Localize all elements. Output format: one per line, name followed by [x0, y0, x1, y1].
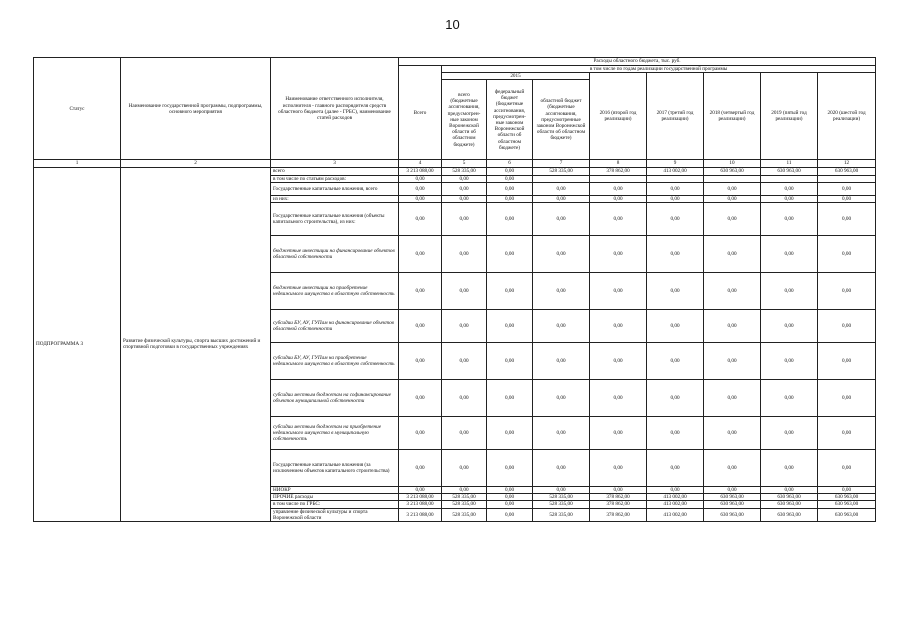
- value-cell: 3 213 088,00: [399, 494, 442, 501]
- value-cell: 528 335,00: [442, 494, 487, 501]
- value-cell: 0,00: [399, 343, 442, 380]
- value-cell: 0,00: [487, 310, 533, 343]
- value-cell: 0,00: [590, 273, 647, 310]
- value-cell: 0,00: [761, 487, 818, 494]
- value-cell: 0,00: [399, 182, 442, 195]
- value-cell: 0,00: [704, 343, 761, 380]
- value-cell: 0,00: [487, 380, 533, 417]
- value-cell: 0,00: [647, 380, 704, 417]
- value-cell: 0,00: [761, 343, 818, 380]
- value-cell: 0,00: [399, 417, 442, 450]
- value-cell: 0,00: [761, 273, 818, 310]
- col-number: 8: [590, 160, 647, 167]
- col-number: 1: [34, 160, 121, 167]
- value-cell: 0,00: [533, 203, 590, 236]
- col-number: 10: [704, 160, 761, 167]
- expense-item-label: всего: [271, 167, 399, 175]
- value-cell: 0,00: [399, 236, 442, 273]
- value-cell: 0,00: [761, 203, 818, 236]
- value-cell: 0,00: [647, 182, 704, 195]
- value-cell: 3 213 088,00: [399, 167, 442, 175]
- value-cell: 0,00: [487, 417, 533, 450]
- value-cell: 528 335,00: [533, 494, 590, 501]
- value-cell: 0,00: [442, 195, 487, 202]
- value-cell: 0,00: [818, 182, 876, 195]
- value-cell: 0,00: [442, 417, 487, 450]
- value-cell: 0,00: [704, 417, 761, 450]
- value-cell: 0,00: [704, 487, 761, 494]
- value-cell: 0,00: [487, 195, 533, 202]
- value-cell: 0,00: [761, 417, 818, 450]
- value-cell: 0,00: [487, 167, 533, 175]
- value-cell: 0,00: [533, 380, 590, 417]
- value-cell: 0,00: [442, 182, 487, 195]
- value-cell: 0,00: [818, 417, 876, 450]
- value-cell: 0,00: [761, 195, 818, 202]
- value-cell: 0,00: [590, 343, 647, 380]
- value-cell: 0,00: [533, 417, 590, 450]
- col-number: 4: [399, 160, 442, 167]
- header-2017: 2017 (третий год реализации): [647, 73, 704, 160]
- expense-item-label: Государственные капитальные вложения, всего: [271, 182, 399, 195]
- value-cell: 528 335,00: [533, 508, 590, 521]
- column-numbers-row: [34, 160, 876, 167]
- value-cell: 0,00: [442, 175, 487, 182]
- value-cell: 630 963,00: [704, 501, 761, 508]
- value-cell: 3 213 088,00: [399, 508, 442, 521]
- value-cell: 0,00: [487, 273, 533, 310]
- value-cell: 0,00: [704, 203, 761, 236]
- value-cell: 630 963,00: [818, 508, 876, 521]
- value-cell: 378 862,00: [590, 508, 647, 521]
- expense-item-label: субсидии БУ, АУ, ГУПам на финансирование объектов областной собственности: [271, 310, 399, 343]
- value-cell: 0,00: [647, 450, 704, 487]
- value-cell: 0,00: [533, 310, 590, 343]
- value-cell: 0,00: [533, 343, 590, 380]
- value-cell: 630 963,00: [818, 167, 876, 175]
- value-cell: 0,00: [442, 236, 487, 273]
- value-cell: 630 963,00: [761, 508, 818, 521]
- value-cell: 0,00: [590, 487, 647, 494]
- value-cell: 0,00: [399, 487, 442, 494]
- value-cell: 630 963,00: [704, 494, 761, 501]
- value-cell: 0,00: [704, 182, 761, 195]
- value-cell: 0,00: [487, 494, 533, 501]
- value-cell: 0,00: [818, 195, 876, 202]
- value-cell: 0,00: [399, 380, 442, 417]
- budget-table: [33, 57, 876, 522]
- value-cell: 0,00: [487, 501, 533, 508]
- page-number: 10: [445, 17, 460, 32]
- value-cell: 0,00: [647, 236, 704, 273]
- value-cell: 0,00: [533, 182, 590, 195]
- value-cell: 0,00: [704, 273, 761, 310]
- header-by-years: в том числе по годам реализации государственной программы: [442, 66, 876, 73]
- value-cell: 0,00: [704, 236, 761, 273]
- col-number: 5: [442, 160, 487, 167]
- value-cell: 0,00: [442, 380, 487, 417]
- value-cell: 0,00: [818, 380, 876, 417]
- expense-item-label: бюджетные инвестиции на приобретение недвижимого имущества в областную собственность: [271, 273, 399, 310]
- value-cell: 0,00: [818, 343, 876, 380]
- value-cell: 528 335,00: [533, 501, 590, 508]
- value-cell: 0,00: [818, 236, 876, 273]
- col-number: 11: [761, 160, 818, 167]
- header-2015-total: всего (бюджетные ассигнования, предусмотрен-ные законом Воронежской области об областном бюджете): [442, 80, 487, 160]
- value-cell: 0,00: [399, 195, 442, 202]
- value-cell: 0,00: [590, 236, 647, 273]
- value-cell: 413 002,00: [647, 508, 704, 521]
- header-2015-regional: областной бюджет (бюджетные ассигнования, предусмотренные законом Воронежской области об областном бюджете): [533, 80, 590, 160]
- value-cell: 0,00: [399, 203, 442, 236]
- value-cell: 0,00: [590, 182, 647, 195]
- value-cell: 0,00: [399, 310, 442, 343]
- value-cell: 0,00: [533, 450, 590, 487]
- value-cell: 0,00: [399, 175, 442, 182]
- header-2020: 2020 (шестой год реализации): [818, 73, 876, 160]
- header-2019: 2019 (пятый год реализации): [761, 73, 818, 160]
- value-cell: 0,00: [533, 273, 590, 310]
- header-status: Статус: [34, 58, 121, 160]
- value-cell: 413 002,00: [647, 501, 704, 508]
- value-cell: 0,00: [704, 195, 761, 202]
- col-number: 12: [818, 160, 876, 167]
- value-cell: [761, 175, 818, 182]
- col-number: 6: [487, 160, 533, 167]
- value-cell: 0,00: [647, 195, 704, 202]
- value-cell: 0,00: [487, 487, 533, 494]
- expense-item-label: субсидии местным бюджетам на софинансирование объектов муниципальной собственности: [271, 380, 399, 417]
- value-cell: 0,00: [399, 450, 442, 487]
- value-cell: 0,00: [533, 487, 590, 494]
- header-executor: Наименование ответственного исполнителя, исполнителя - главного распорядителя средств областного бюджета (далее - ГРБС), наименование статей расходов: [271, 58, 399, 160]
- value-cell: 0,00: [590, 450, 647, 487]
- value-cell: 0,00: [442, 203, 487, 236]
- value-cell: 413 002,00: [647, 494, 704, 501]
- value-cell: 0,00: [590, 417, 647, 450]
- value-cell: 528 335,00: [442, 508, 487, 521]
- expense-item-label: в том числе по ГРБС:: [271, 501, 399, 508]
- value-cell: 630 963,00: [704, 167, 761, 175]
- expense-item-label: управление физической культуры и спорта Воронежской области: [271, 508, 399, 521]
- expense-item-label: субсидии местным бюджетам на приобретение недвижимого имущества в муниципальную собственность: [271, 417, 399, 450]
- value-cell: 0,00: [442, 343, 487, 380]
- value-cell: 0,00: [647, 203, 704, 236]
- value-cell: 0,00: [647, 417, 704, 450]
- col-number: 9: [647, 160, 704, 167]
- value-cell: 0,00: [487, 175, 533, 182]
- value-cell: 630 963,00: [761, 501, 818, 508]
- value-cell: 0,00: [761, 310, 818, 343]
- value-cell: 0,00: [487, 182, 533, 195]
- expense-item-label: ПРОЧИЕ расходы: [271, 494, 399, 501]
- value-cell: 0,00: [533, 195, 590, 202]
- expense-item-label: Государственные капитальные вложения (объекты капитального строительства), из них:: [271, 203, 399, 236]
- value-cell: 0,00: [704, 310, 761, 343]
- value-cell: 630 963,00: [818, 494, 876, 501]
- value-cell: 0,00: [442, 273, 487, 310]
- value-cell: 528 335,00: [533, 167, 590, 175]
- value-cell: 0,00: [704, 450, 761, 487]
- value-cell: 0,00: [647, 310, 704, 343]
- value-cell: 0,00: [487, 508, 533, 521]
- value-cell: 0,00: [590, 380, 647, 417]
- value-cell: 0,00: [442, 487, 487, 494]
- value-cell: 0,00: [590, 195, 647, 202]
- header-total: Всего: [399, 66, 442, 160]
- header-expenses: Расходы областного бюджета, тыс. руб.: [399, 58, 876, 66]
- value-cell: 0,00: [487, 450, 533, 487]
- value-cell: [533, 175, 590, 182]
- value-cell: 630 963,00: [818, 501, 876, 508]
- value-cell: 528 335,00: [442, 167, 487, 175]
- expense-item-label: бюджетные инвестиции на финансирование объектов областной собственности: [271, 236, 399, 273]
- value-cell: 0,00: [704, 380, 761, 417]
- value-cell: 0,00: [647, 343, 704, 380]
- expense-item-label: субсидии БУ, АУ, ГУПам на приобретение недвижимого имущества в областную собственность: [271, 343, 399, 380]
- header-name: Наименование государственной программы, подпрограммы, основного мероприятия: [121, 58, 271, 160]
- value-cell: 378 862,00: [590, 501, 647, 508]
- col-number: 7: [533, 160, 590, 167]
- value-cell: 0,00: [647, 273, 704, 310]
- value-cell: 630 963,00: [761, 494, 818, 501]
- value-cell: 0,00: [590, 203, 647, 236]
- value-cell: 0,00: [818, 203, 876, 236]
- value-cell: [704, 175, 761, 182]
- value-cell: [647, 175, 704, 182]
- value-cell: 0,00: [590, 310, 647, 343]
- status-cell: ПОДПРОГРАММА 3: [34, 167, 121, 521]
- value-cell: 0,00: [818, 310, 876, 343]
- col-number: 3: [271, 160, 399, 167]
- value-cell: 0,00: [818, 273, 876, 310]
- header-2016: 2016 (второй год реализации): [590, 73, 647, 160]
- col-number: 2: [121, 160, 271, 167]
- expense-item-label: из них:: [271, 195, 399, 202]
- value-cell: 413 002,00: [647, 167, 704, 175]
- value-cell: 630 963,00: [704, 508, 761, 521]
- value-cell: 378 862,00: [590, 494, 647, 501]
- value-cell: 0,00: [399, 273, 442, 310]
- expense-item-label: Государственные капитальные вложения (за исключением объектов капитального строительства): [271, 450, 399, 487]
- value-cell: 528 335,00: [442, 501, 487, 508]
- value-cell: 0,00: [487, 203, 533, 236]
- value-cell: 0,00: [761, 450, 818, 487]
- value-cell: [818, 175, 876, 182]
- value-cell: 0,00: [818, 487, 876, 494]
- value-cell: [590, 175, 647, 182]
- value-cell: 630 963,00: [761, 167, 818, 175]
- value-cell: 0,00: [442, 450, 487, 487]
- header-2015-federal: федеральный бюджет (бюджетные ассигнования, предусмотрен-ные законом Воронежской области об областном бюджете): [487, 80, 533, 160]
- value-cell: 0,00: [487, 343, 533, 380]
- value-cell: 0,00: [761, 380, 818, 417]
- value-cell: 0,00: [442, 310, 487, 343]
- header-2018: 2018 (четвертый год реализации): [704, 73, 761, 160]
- value-cell: 0,00: [818, 450, 876, 487]
- header-year-2015: 2015: [442, 73, 590, 80]
- value-cell: 0,00: [487, 236, 533, 273]
- program-name-cell: Развитие физической культуры, спорта высших достижений и спортивной подготовки в государственных учреждениях: [121, 167, 271, 521]
- expense-item-label: в том числе по статьям расходов:: [271, 175, 399, 182]
- table-row: [34, 167, 876, 175]
- value-cell: 0,00: [761, 236, 818, 273]
- value-cell: 378 862,00: [590, 167, 647, 175]
- value-cell: 0,00: [533, 236, 590, 273]
- value-cell: 0,00: [761, 182, 818, 195]
- value-cell: 3 213 088,00: [399, 501, 442, 508]
- expense-item-label: НИОКР: [271, 487, 399, 494]
- value-cell: 0,00: [647, 487, 704, 494]
